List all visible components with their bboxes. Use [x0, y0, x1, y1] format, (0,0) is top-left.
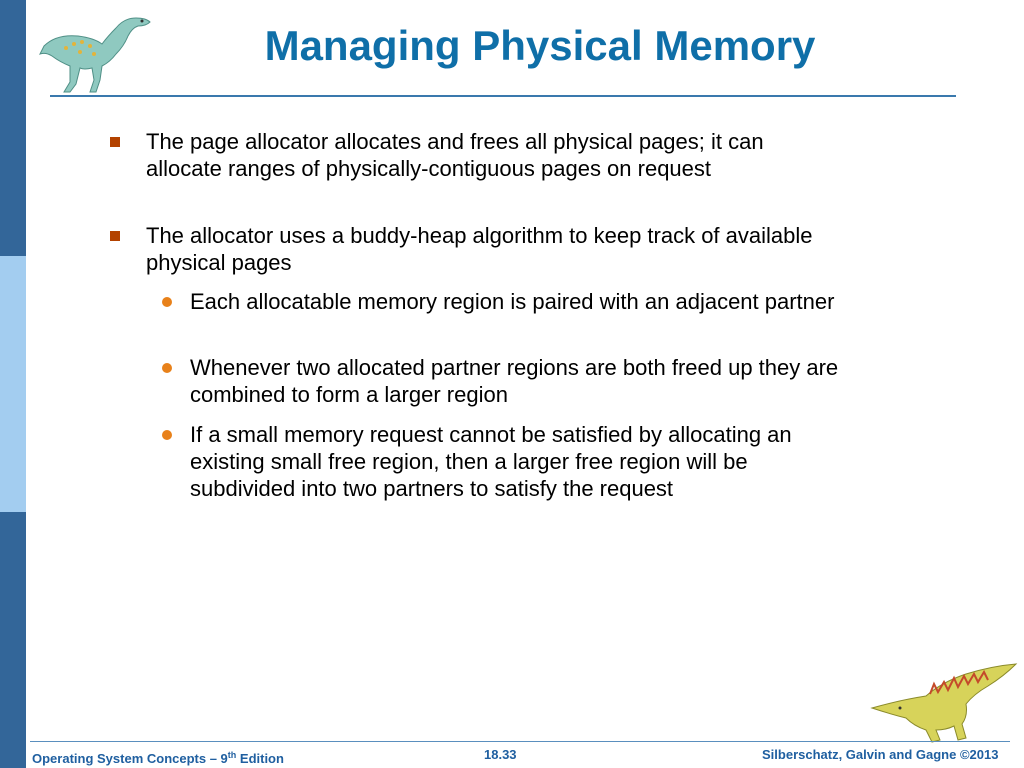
bullet-square-icon	[110, 231, 120, 241]
bullet-square-icon	[110, 137, 120, 147]
footer-copyright: Silberschatz, Galvin and Gagne ©2013	[762, 747, 999, 762]
bullet-dot-icon	[162, 363, 172, 373]
slide-title: Managing Physical Memory	[264, 22, 816, 69]
sub-bullet-item: Each allocatable memory region is paired with an adjacent partner	[190, 289, 835, 314]
sub-bullet-item: Whenever two allocated partner regions are both freed up they are combined to form a larger region	[190, 355, 839, 407]
bullet-dot-icon	[162, 430, 172, 440]
bullet-item: The allocator uses a buddy-heap algorithm to keep track of available physical pages	[146, 223, 813, 275]
title-divider	[50, 95, 956, 97]
dinosaur-icon	[870, 660, 1020, 745]
dinosaur-icon	[36, 6, 156, 96]
sidebar-stripe-middle	[0, 256, 26, 512]
bullet-item: The page allocator allocates and frees all physical pages; it can allocate ranges of physically-contiguous pages on request	[146, 129, 764, 181]
sub-bullet-item: If a small memory request cannot be satisfied by allocating an existing small free region, then a larger free region will be subdivided into two partners to satisfy the request	[190, 422, 792, 501]
sidebar-stripe-top	[0, 0, 26, 256]
footer-book-title: Operating System Concepts – 9th Edition	[32, 750, 284, 766]
footer-divider	[30, 741, 1010, 742]
footer-page-number: 18.33	[484, 747, 517, 762]
bullet-dot-icon	[162, 297, 172, 307]
sidebar-stripe-bottom	[0, 512, 26, 768]
